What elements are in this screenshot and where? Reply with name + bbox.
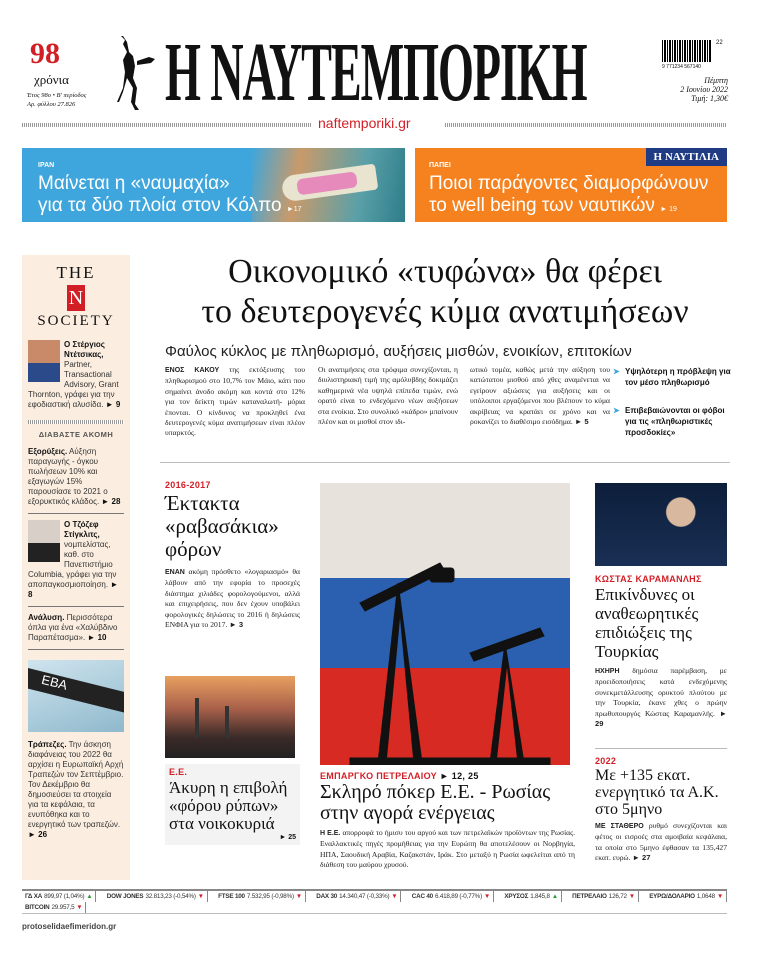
- ticker-label: DOW JONES: [106, 893, 144, 900]
- society-logo-bottom: SOCIETY: [37, 313, 115, 329]
- banner-papei[interactable]: [415, 148, 727, 222]
- newspaper-title: Η ΝΑΥΤΕΜΠΟΡΙΚΗ: [165, 26, 587, 119]
- main-col-2: Οι ανατιμήσεις στα τρόφιμα συνεχίζονται, η διυλιστηριακή τιμή της αμόλυβδης δοκιμάζει καθημερινά νέα υψηλά επίπεδα τιμών, ενώ ορατό είναι το ενδεχόμενο νέων αυξήσεων στα ενοίκια. Στο συνολικό «κάδρο» μπαίνουν πλέον και οι μισθοί στον ιδι-: [318, 365, 458, 427]
- ticker-item: [646, 891, 727, 902]
- ticker-label: DAX 30: [316, 893, 338, 900]
- main-headline[interactable]: Οικονομικό «τυφώνα» θα φέρει το δευτερογενές κύμα ανατιμήσεων: [201, 253, 689, 330]
- ticker-value: 7.532,95 (-0,98%): [246, 893, 294, 900]
- ticker-label: ΓΔ ΧΑ: [25, 893, 43, 900]
- banner-kicker: ΠΑΠΕΙ: [429, 162, 451, 169]
- ticker-label: FTSE 100: [218, 893, 245, 900]
- story-tax[interactable]: 2016-2017 Έκτακτα «ραβασάκια» φόρων ΕΝΑΝ ακόμη πρόσθετο «λογαριασμό» θα λάβουν από την εφορία το προσεχές διάστημα χιλιάδες φορολογούμενοι, αλλά και επιχειρήσεις, που δεν έχουν υποβάλει φορολογικές δηλώσεις το 2016 ή δηλώσεις ΕΝΦΙΑ για το 2017. ► 3: [165, 480, 300, 630]
- main-col-1: ΕΝΟΣ ΚΑΚΟΥ της εκτόξευσης του πληθωρισμού στο 10,7% τον Μάιο, κάτι που σημαίνει άνοδο ακόμη και κοντά στο 12% για τον δείκτη τιμών καταναλωτή- μόρια έπονται. Ο κίνδυνος να προκληθεί ένα δευτερογενές κύμα ανατιμήσεων είναι πλέον υπαρκτός.: [165, 365, 305, 438]
- main-subhead: Φαύλος κύκλος με πληθωρισμό, αυξήσεις μισθών, ενοικίων, επιτοκίων: [165, 343, 632, 360]
- ticker-item: [569, 891, 639, 902]
- story-kicker: 2016-2017: [165, 480, 211, 490]
- ticker-value: 899,97 (1,04%): [44, 893, 85, 900]
- story-title: Άκυρη η επιβολή «φόρου ρύπων» στα νοικοκυριά: [169, 778, 288, 833]
- arrow-down-icon: ▼: [628, 893, 635, 900]
- barcode: [662, 40, 712, 62]
- ticker-value: 6.418,89 (-0,77%): [434, 893, 482, 900]
- story-title: Σκληρό πόκερ Ε.Ε. - Ρωσίας στην αγορά ενέργειας: [320, 781, 551, 824]
- right-divider: [595, 748, 727, 749]
- columnist-photo: [28, 340, 60, 382]
- ticker-item: [313, 891, 401, 902]
- brief-item[interactable]: Τράπεζες. Την άσκηση διαφάνειας του 2022 θα αρχίσει η Ευρωπαϊκή Αρχή Τραπεζών τον Σεπτέμβριο. Τον Δεκέμβριο θα δημοσιεύσει τα στοιχεία για τα κεφάλαια, τα ενυπόθηκα και το ενεργητικό των τραπεζών. ► 26: [28, 740, 124, 839]
- story-karamanlis[interactable]: ΚΩΣΤΑΣ ΚΑΡΑΜΑΝΛΗΣ Επικίνδυνες οι αναθεωρητικές επιδιώξεις της Τουρκίας ΗΧΗΡΗ δημόσια παρέμβαση, με προειδοποιήσεις κατά ενδεχόμενης συνεκμετάλλευσης ορυκτού πλούτου με την Τουρκία, έκανε χθες ο πρώην πρωθυπουργός Κώστας Καραμανλής. ► 29: [595, 574, 727, 729]
- story-title: Επικίνδυνες οι αναθεωρητικές επιδιώξεις της Τουρκίας: [595, 585, 699, 661]
- ticker-value: 1,0648: [696, 893, 715, 900]
- karamanlis-photo: [595, 483, 727, 566]
- brief-item[interactable]: Εξορύξεις. Αύξηση παραγωγής - όγκου πωλήσεων 10% και εξαγωγών 15% παρουσίασε το 2021 ο εξορυκτικός κλάδος. ► 28: [28, 447, 121, 506]
- arrow-down-icon: ▼: [483, 893, 491, 900]
- ticker-value: 29.957,5: [51, 904, 75, 911]
- arrow-up-icon: ▲: [86, 893, 93, 900]
- brief-item[interactable]: Ανάλυση. Περισσότερα όπλα για ένα «Χαλύβδινο Παραπέτασμα». ► 10: [28, 613, 118, 642]
- arrow-down-icon: ▼: [295, 893, 302, 900]
- banner-line2: για τα δύο πλοία στον Κόλπο ►17: [38, 195, 302, 216]
- arrow-down-icon: ▼: [197, 893, 204, 900]
- story-title: Με +135 εκατ. ενεργητικό τα Α.Κ. στο 5μηνο: [595, 767, 719, 818]
- masthead-rule-right: [445, 123, 727, 127]
- banner-line1: Ποιοι παράγοντες διαμορφώνουν: [429, 173, 709, 194]
- arrow-down-icon: ▼: [716, 893, 723, 900]
- society-logo-letter: N: [68, 287, 84, 309]
- main-bullet: ➤ Επιβεβαιώνονται οι φόβοι για τις «πληθωριστικές προσδοκίες»: [613, 406, 725, 437]
- ticker-label: CAC 40: [411, 893, 433, 900]
- columnist-item[interactable]: Ο Τζόζεφ Στίγκλιτς, νομπελίστας, καθ. στο Πανεπιστήμιο Columbia, γράφει για την αποπαγκοσμιοποίηση. ► 8: [28, 520, 119, 599]
- main-col-3: ωτικό τομέα, καθώς μετά την αύξηση του κατώτατου μισθού από χθες αναμένεται να εγείρουν αξιώσεις για αυξήσεις και οι υπόλοιποι εργαζόμενοι που βλέπουν το κύμα ακρίβειας να κρατάει σε χρόνο και να ροκανίζει το διαθέσιμο εισόδημα. ► 5: [470, 365, 610, 427]
- masthead-rule-left: [22, 123, 312, 127]
- ticker-item: [409, 891, 494, 902]
- issue-year: Έτος 98ο • Β' περίοδος: [27, 92, 87, 99]
- naftilia-badge: Η ΝΑΥΤΙΛΙΑ: [646, 148, 727, 166]
- ticker-item: [501, 891, 562, 902]
- oil-pumpjack-image: [320, 483, 570, 765]
- issue-number: Αρ. φύλλου 27.826: [27, 101, 76, 108]
- banner-page: ►17: [286, 206, 302, 213]
- ticker-label: ΕΥΡΩ/ΔΟΛΑΡΙΟ: [649, 893, 695, 900]
- ticker-item: [104, 891, 208, 902]
- section-divider: [160, 462, 730, 463]
- banner-kicker: ΙΡΑΝ: [38, 162, 55, 169]
- banner-line2: το well being των ναυτικών ► 19: [429, 195, 677, 216]
- ticker-value: 14.340,47 (-0,33%): [339, 893, 390, 900]
- anniversary-number: 98: [30, 37, 60, 70]
- columnist-item[interactable]: Ο Στέργιος Ντέτσικας, Partner, Transactional Advisory, Grant Thornton, γράφει για την εφοδιαστική αλυσίδα. ► 9: [28, 340, 121, 409]
- arrow-up-icon: ▲: [551, 893, 558, 900]
- price: Τιμή: 1,30€: [691, 94, 728, 103]
- hermes-logo-icon: [115, 33, 160, 113]
- ticker-value: 32.813,23 (-0,54%): [145, 893, 196, 900]
- issue-date: 2 Ιουνίου 2022: [680, 85, 728, 94]
- columnist-photo: [28, 520, 60, 562]
- story-title: Έκτακτα «ραβασάκια» φόρων: [165, 491, 279, 561]
- ticker-value: 126,72: [608, 893, 627, 900]
- story-oil[interactable]: ΕΜΠΑΡΓΚΟ ΠΕΤΡΕΛΑΙΟΥ ► 12, 25 Σκληρό πόκερ Ε.Ε. - Ρωσίας στην αγορά ενέργειας Η Ε.Ε. απορροφά το ήμισυ του αργού και των πετρελαϊκών προϊόντων της Ρωσίας. Εναλλακτικές πηγές προμήθειας για την Ευρώπη θα αποτελέσουν οι Νορβηγία, ΗΠΑ, Σαουδική Αραβία, Καζακστάν, Ιράκ. Στο μεταξύ η Ρωσία ωφελείται από τη διάθεση του μαύρου χρυσού.: [320, 771, 575, 870]
- story-funds[interactable]: 2022 Με +135 εκατ. ενεργητικό τα Α.Κ. στο 5μηνο ΜΕ ΣΤΑΘΕΡΟ ρυθμό συνεχίζονται και φέτος οι εισροές στα αμοιβαία κεφάλαια, τα οποία στο 5μηνο έφθασαν τα 135,427 εκατ. ευρώ. ► 27: [595, 756, 727, 863]
- issue-day: Πέμπτη: [704, 76, 728, 85]
- ticker-label: ΠΕΤΡΕΛΑΙΟ: [572, 893, 607, 900]
- eba-image: EBA: [28, 660, 124, 732]
- divider: [28, 420, 124, 424]
- read-more-heading: ΔΙΑΒΑΣΤΕ ΑΚΟΜΗ: [38, 430, 114, 439]
- ticker-item: [22, 891, 96, 902]
- story-pollution[interactable]: Ε.Ε. Άκυρη η επιβολή «φόρου ρύπων» στα νοικοκυριά ► 25: [165, 764, 300, 845]
- society-logo-top: THE: [56, 263, 96, 282]
- main-bullet: ➤ Υψηλότερη η πρόβλεψη για τον μέσο πληθωρισμό: [613, 367, 731, 387]
- society-sidebar: [22, 255, 130, 880]
- anniversary-word: χρόνια: [34, 72, 69, 87]
- arrow-down-icon: ▼: [76, 904, 83, 911]
- ticker-item: [22, 902, 86, 913]
- barcode-issue: 22: [716, 40, 723, 46]
- banner-line1: Μαίνεται η «ναυμαχία»: [38, 173, 230, 194]
- market-ticker: [22, 889, 727, 914]
- watermark: protoselidaefimeridon.gr: [22, 922, 117, 931]
- ticker-label: BITCOIN: [25, 904, 50, 911]
- masthead: [0, 0, 768, 135]
- factory-image: [165, 676, 295, 758]
- ticker-value: 1.845,8: [530, 893, 550, 900]
- ticker-label: ΧΡΥΣΟΣ: [504, 893, 529, 900]
- barcode-digits: 9 771234 567140: [662, 64, 701, 70]
- ticker-item: [215, 891, 306, 902]
- arrow-down-icon: ▼: [391, 893, 398, 900]
- banner-iran[interactable]: [22, 148, 405, 222]
- website-link[interactable]: naftemporiki.gr: [318, 115, 411, 131]
